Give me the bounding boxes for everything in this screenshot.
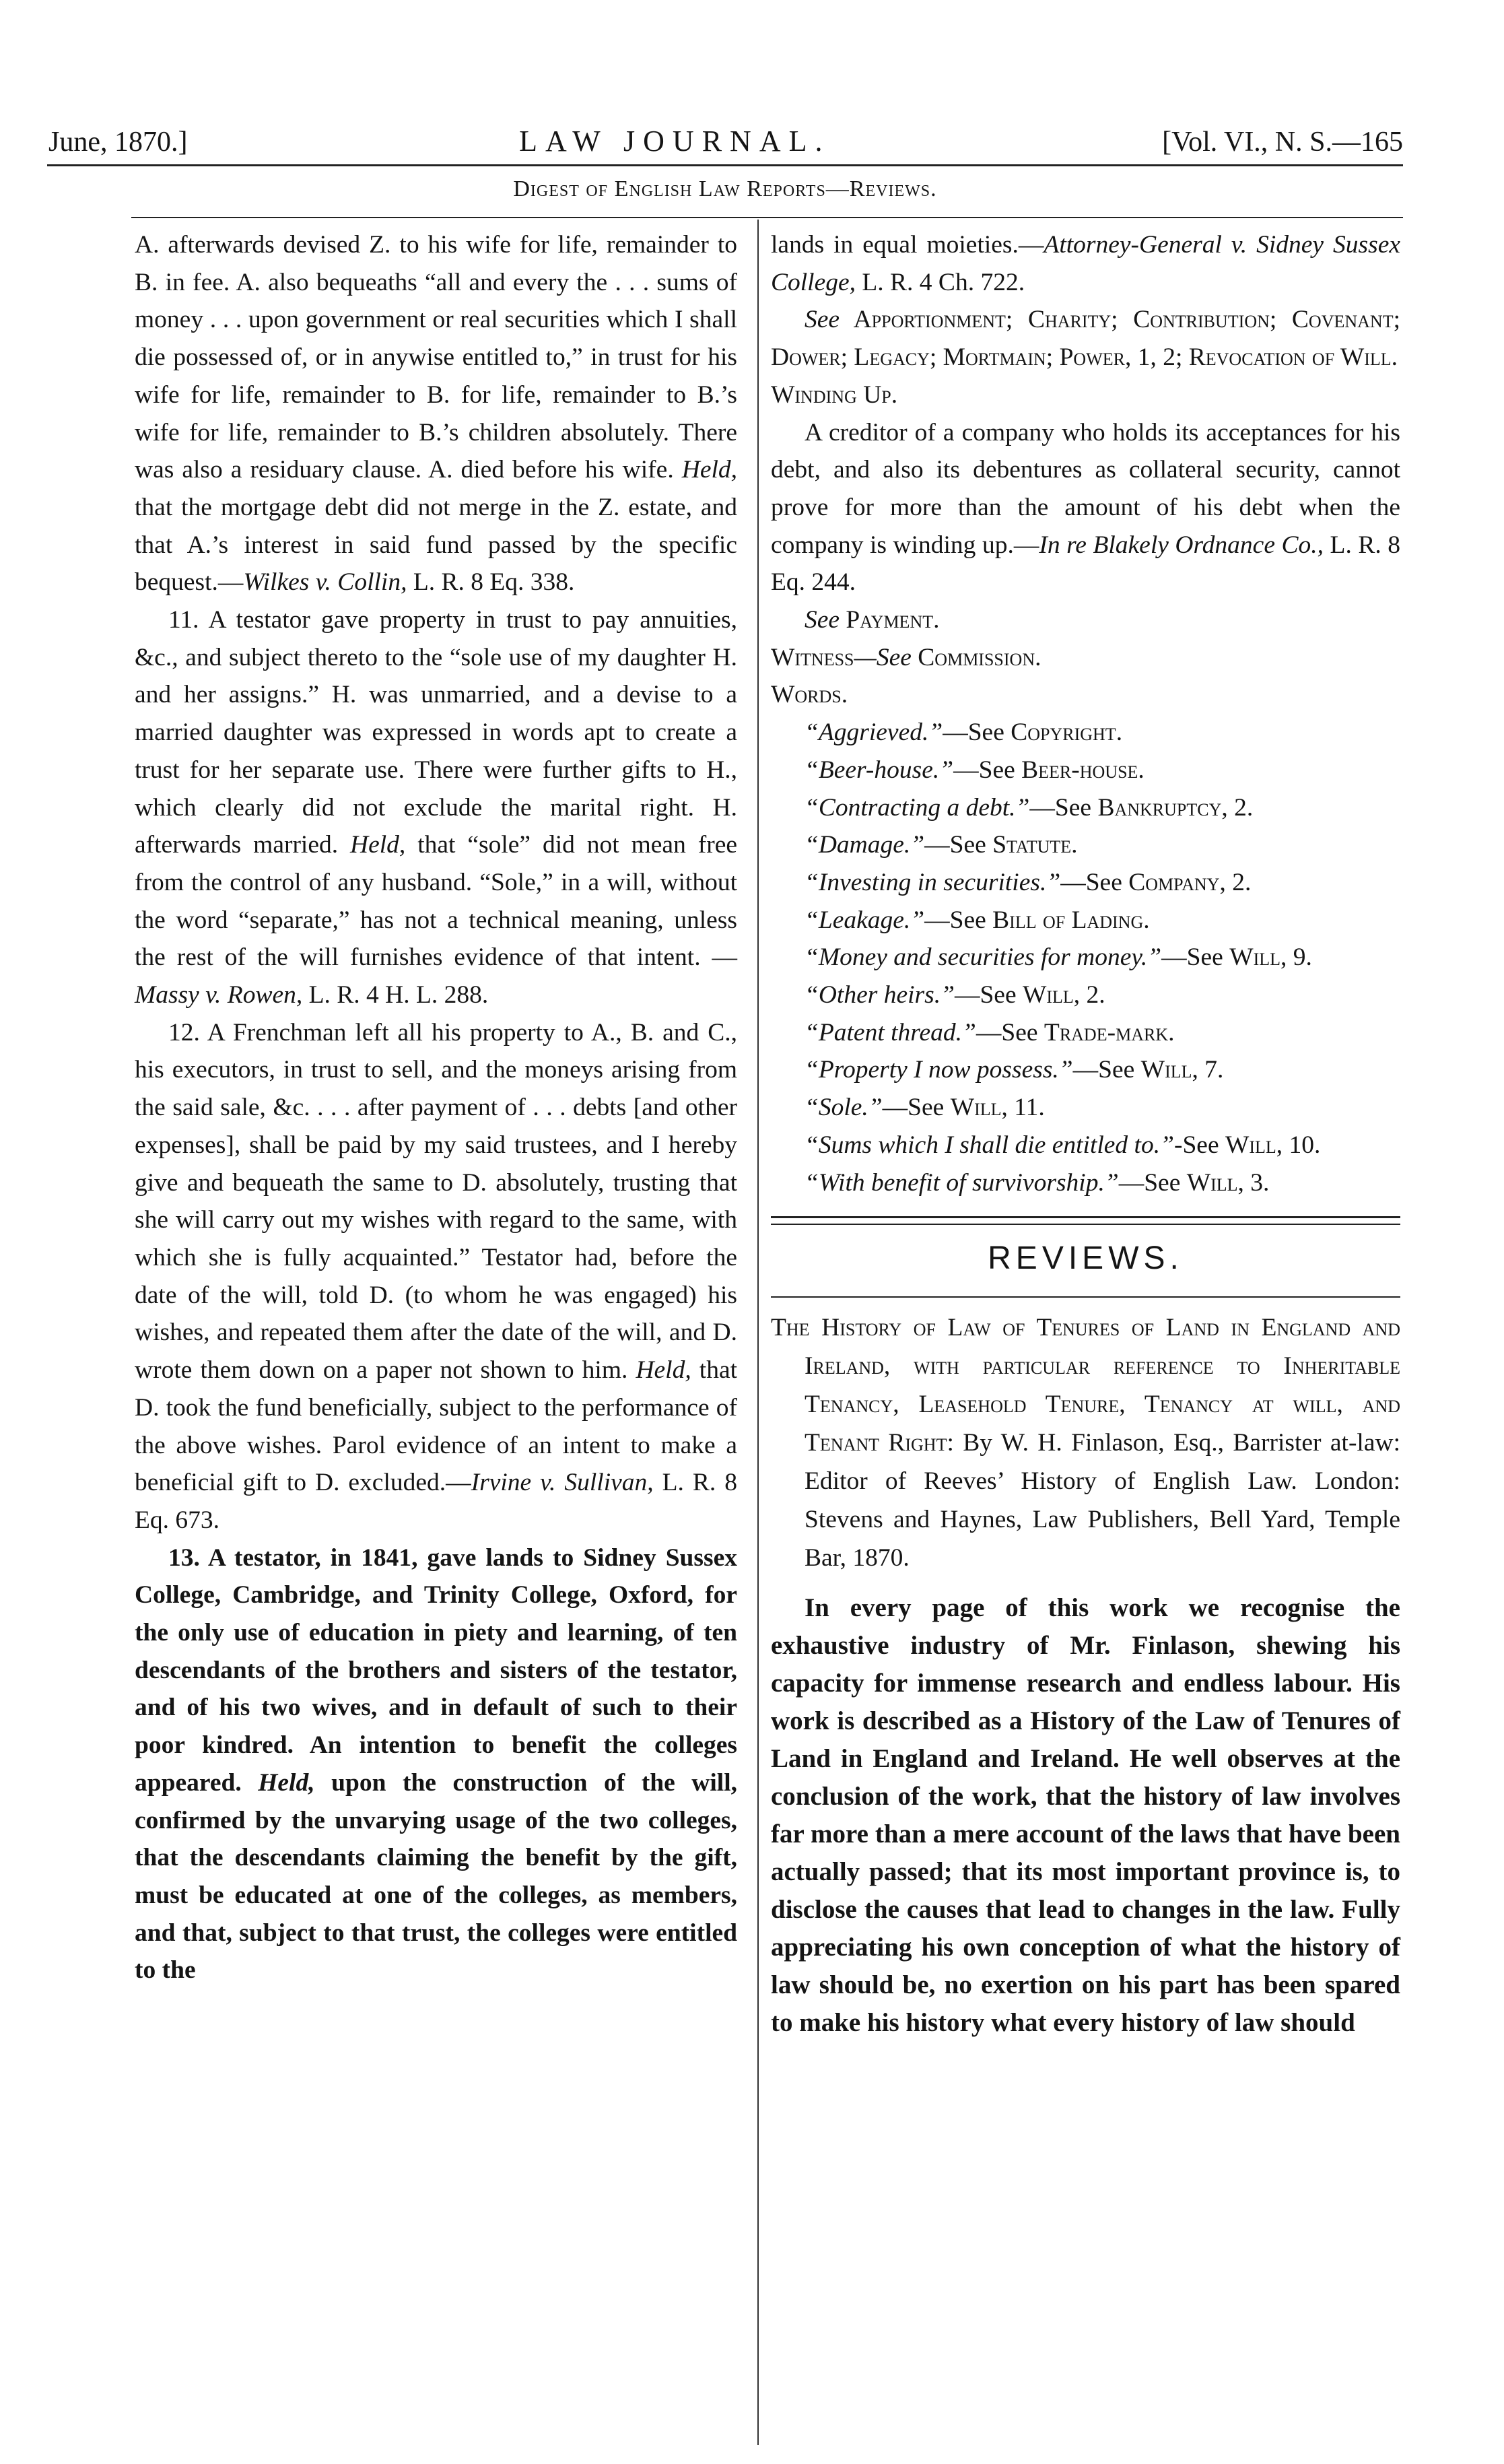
list-item: “Money and securities for money.”—See Will, 9. (805, 943, 1312, 972)
case-name: Wilkes v. Collin, (243, 568, 407, 597)
list-item: “With benefit of survivorship.”—See Will, 3. (805, 1168, 1270, 1197)
list-item: “Aggrieved.”—See Copyright. (805, 719, 1123, 747)
book-title: The History of Law of Tenures of Land in England and Ireland, with particular reference to Inheritable Tenancy, Leasehold Tenure, Tenancy at will, and Tenant Right: By W. H. Finlason, Esq., Barrister at-law: Editor of Reeves’ History of English Law. London: Stevens and Haynes, Law Publishers, Bell Yard, Temple Bar, 1870. (771, 1314, 1401, 1572)
words-list (771, 714, 1400, 1201)
column-divider (757, 220, 759, 2445)
case-name: Irvine v. Sullivan, (471, 1469, 654, 1497)
digest-entry: 13. A testator, in 1841, gave lands to Sidney Sussex College, Cambridge, and Trinity College, Oxford, for the only use of education in piety and learning, of ten descendants of the brothers and sisters of the testator, and of his two wives, and in default of such to their poor kindred. An intention to benefit the colleges appeared. Held, upon the construction of the will, confirmed by the unvarying usage of the two colleges, that the descendants claiming the benefit by the gift, must be educated at one of the colleges, as members, and that, subject to that trust, the colleges were entitled to the (135, 1543, 737, 1985)
list-item: “Sums which I shall die entitled to.”-See Will, 10. (805, 1131, 1321, 1159)
running-header (48, 111, 1403, 158)
right-column (771, 226, 1400, 2042)
list-item: “Investing in securities.”—See Company, 2. (805, 868, 1252, 896)
header-volume-page: [Vol. VI., N. S.—165 (1162, 127, 1403, 158)
case-name: Massy v. Rowen, (135, 981, 303, 1009)
list-item: “Property I now possess.”—See Will, 7. (805, 1056, 1224, 1084)
header-date: June, 1870.] (48, 127, 188, 158)
digest-heading: Witness—See Commission. (771, 643, 1041, 671)
digest-entry: lands in equal moieties.—Attorney-General v. Sidney Sussex College, L. R. 4 Ch. 722. (771, 231, 1401, 296)
digest-entry: 12. A Frenchman left all his property to A., B. and C., his executors, in trust to sell, and the moneys arising from the said sale, &c. . . . after payment of . . . debts [and other expenses], shall be paid by my said trustees, and I hereby give and bequeath the same to D. absolutely, trusting that she will carry out my wishes with regard to the same, with which she is fully acquainted.” Testator had, before the date of the will, told D. (to whom he was engaged) his wishes, and repeated them after the date of the will, and D. wrote them down on a paper not shown to him. Held, that D. took the fund beneficially, subject to the performance of the above wishes. Parol evidence of an intent to make a beneficial gift to D. excluded.—Irvine v. Sullivan, L. R. 8 Eq. 673. (135, 1018, 738, 1534)
list-item: “Leakage.”—See Bill of Lading. (805, 906, 1150, 934)
case-name: In re Blakely Ordnance Co., (1039, 531, 1324, 559)
list-item: “Sole.”—See Will, 11. (805, 1094, 1045, 1122)
digest-entry: 11. A testator gave property in trust to pay annuities, &c., and subject thereto to the “sole use of my daughter H. and her assigns.” H. was unmarried, and a devise to a married daughter was expressed in words apt to create a trust for her separate use. There were further gifts to H., which clearly did not exclude the marital right. H. afterwards married. Held, that “sole” did not mean free from the control of any husband. “Sole,” in a will, without the word “separate,” has not a technical meaning, unless the rest of the will furnishes evidence of that intent. — Massy v. Rowen, L. R. 4 H. L. 288. (135, 606, 737, 1009)
left-column (135, 226, 737, 1989)
digest-entry: A. afterwards devised Z. to his wife for life, remainder to B. in fee. A. also bequeaths “all and every the . . . sums of money . . . upon government or real securities which I shall die possessed of, or in anywise entitled to,” in trust for his wife for life, remainder to B. for life, remainder to B.’s wife for life, remainder to B.’s children absolutely. There was also a residuary clause. A. died before his wife. Held, that the mortgage debt did not merge in the Z. estate, and that A.’s interest in said fund passed by the specific bequest.—Wilkes v. Collin, L. R. 8 Eq. 338. (135, 231, 738, 597)
section-rule (131, 217, 1403, 218)
journal-title: LAW JOURNAL. (519, 125, 831, 158)
review-body: In every page of this work we recognise the exhaustive industry of Mr. Finlason, shewing his capacity for immense research and endless labour. His work is described as a History of the Law of Tenures of Land in England and Ireland. He well observes at the conclusion of the work, that the history of law involves far more than a mere account of the laws that have been actually passed; that its most important province is, to disclose the causes that lead to changes in the law. Fully appreciating his own conception of what the history of law should be, no exertion on his part has been spared to make his history what every history of law should (771, 1593, 1400, 2038)
digest-entry: A creditor of a company who holds its acceptances for his debt, and also its debentures as collateral security, cannot prove for more than the amount of his debt when the company is winding up.—In re Blakely Ordnance Co., L. R. 8 Eq. 244. (771, 418, 1400, 597)
case-name: Attorney-General v. Sidney Sussex College, (771, 231, 1401, 296)
list-item: “Patent thread.”—See Trade-mark. (805, 1018, 1175, 1046)
section-divider (771, 1216, 1400, 1225)
list-item: “Damage.”—See Statute. (805, 831, 1078, 859)
cross-reference: See Payment. (805, 606, 940, 634)
section-heading: Digest of English Law Reports—Reviews. (513, 176, 937, 201)
digest-heading: Winding Up. (771, 380, 898, 409)
list-item: “Beer-house.”—See Beer-house. (805, 756, 1144, 784)
reviews-heading: REVIEWS. (988, 1240, 1184, 1277)
list-item: “Other heirs.”—See Will, 2. (805, 981, 1105, 1009)
header-rule (47, 164, 1403, 166)
digest-heading: Words. (771, 681, 848, 709)
reviews-rule (771, 1296, 1400, 1298)
cross-reference: See Apportionment; Charity; Contribution; Covenant; Dower; Legacy; Mortmain; Power, 1, 2; Revocation of Will. (771, 306, 1400, 372)
list-item: “Contracting a debt.”—See Bankruptcy, 2. (805, 793, 1254, 822)
